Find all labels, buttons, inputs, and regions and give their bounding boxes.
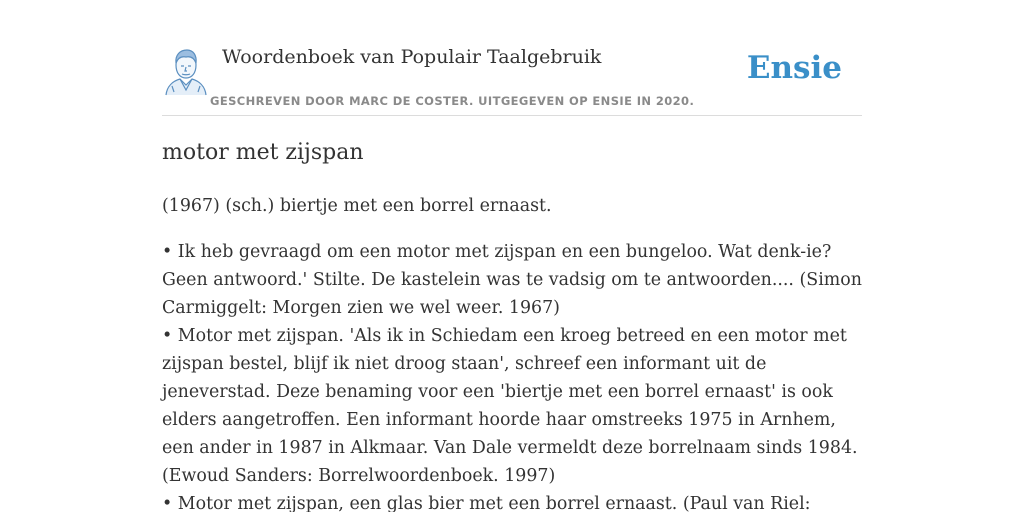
author-portrait-icon[interactable] [162, 46, 210, 96]
entry-definition: (1967) (sch.) biertje met een borrel ernaast. [162, 196, 552, 216]
header [162, 40, 862, 116]
byline: GESCHREVEN DOOR MARC DE COSTER. UITGEGEVEN OP ENSIE IN 2020. [210, 94, 695, 108]
quote-paragraph: • Motor met zijspan, een glas bier met een borrel ernaast. (Paul van Riel: [162, 494, 811, 512]
entry-title: motor met zijspan [162, 140, 364, 165]
book-title[interactable]: Woordenboek van Populair Taalgebruik [222, 46, 602, 68]
quote-paragraph: • Motor met zijspan. 'Als ik in Schiedam een kroeg betreed en een motor met zijspan bestel, blijf ik niet droog staan', schreef een informant uit de jeneverstad. Deze benaming voor een 'biertje met een borrel ernaast' is ook elders aangetroffen. Een informant hoorde haar omstreeks 1975 in Arnhem, een ander in 1987 in Alkmaar. Van Dale vermeldt deze borrelnaam sinds 1984. (Ewoud Sanders: Borrelwoordenboek. 1997) [162, 326, 858, 486]
quote-paragraph: • Ik heb gevraagd om een motor met zijspan en een bungeloo. Wat denk-ie? Geen antwoord.' Stilte. De kastelein was te vadsig om te antwoorden.... (Simon Carmiggelt: Morgen zien we wel weer. 1967) [162, 242, 862, 318]
ensie-logo-link[interactable]: Ensie [746, 50, 842, 86]
entry-body [162, 192, 862, 512]
